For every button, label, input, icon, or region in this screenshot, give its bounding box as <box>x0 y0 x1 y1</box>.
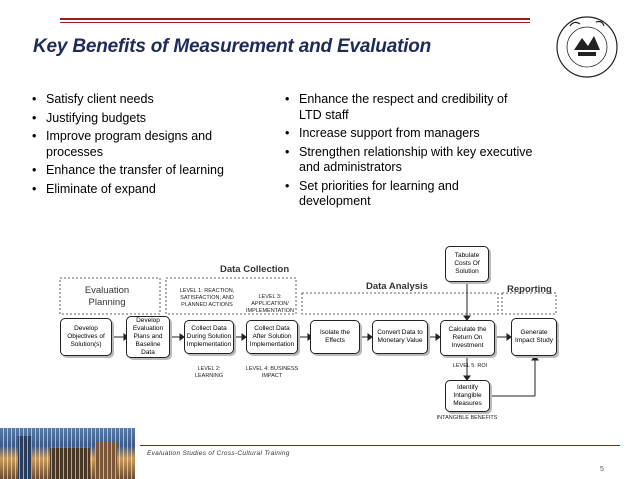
section-label-collection: Data Collection <box>220 264 290 275</box>
section-label-planning: Evaluation Planning <box>84 285 130 308</box>
footer-rule <box>140 445 620 446</box>
level-1-label: LEVEL 1: REACTION, SATISFACTION, AND PLANNED ACTIONS <box>179 288 235 308</box>
bullet-item: • Enhance the respect and credibility of LTD staff <box>283 92 533 123</box>
bullet-item: • Enhance the transfer of learning <box>30 163 270 179</box>
collect-during-box: Collect Data During Solution Implementation <box>184 320 234 354</box>
page-number: 5 <box>600 466 604 473</box>
bullet-item: • Satisfy client needs <box>30 92 270 108</box>
analysis-frame <box>302 293 498 314</box>
convert-data-box: Convert Data to Monetary Value <box>372 320 428 354</box>
identify-intangibles-box: Identify Intangible Measures <box>445 380 490 412</box>
bullet-item: • Set priorities for learning and development <box>283 179 533 210</box>
level-5-label: LEVEL 5: ROI <box>452 363 488 369</box>
slide-title: Key Benefits of Measurement and Evaluation <box>33 36 432 57</box>
bullet-item: • Strengthen relationship with key executive and administrators <box>283 145 533 176</box>
collect-after-box: Collect Data After Solution Implementation <box>246 320 298 354</box>
bullet-item: • Increase support from managers <box>283 126 533 142</box>
section-label-reporting: Reporting <box>507 284 552 295</box>
footer-caption: Evaluation Studies of Cross-Cultural Training <box>147 450 290 457</box>
bullet-item: • Justifying budgets <box>30 111 270 127</box>
footer-stripes <box>0 428 140 479</box>
isolate-effects-box: Isolate the Effects <box>310 320 360 354</box>
develop-objectives-box: Develop Objectives of Solution(s) <box>60 318 112 356</box>
intangible-benefits-label: INTANGIBLE BENEFITS <box>436 415 498 421</box>
generate-study-box: Generate Impact Study <box>511 318 557 356</box>
level-2-label: LEVEL 2: LEARNING <box>194 366 224 379</box>
develop-plans-box: Develop Evaluation Plans and Baseline Data <box>126 316 170 358</box>
section-label-analysis: Data Analysis <box>366 281 428 292</box>
level-4-label: LEVEL 4: BUSINESS IMPACT <box>245 366 299 379</box>
reporting-frame <box>502 293 556 314</box>
level-3-label: LEVEL 3: APPLICATION/ IMPLEMENTATION <box>245 294 295 314</box>
calculate-roi-box: Calculate the Return On Investment <box>440 320 495 356</box>
bullet-item: • Improve program designs and processes <box>30 129 270 160</box>
bullet-item: • Eliminate of expand <box>30 182 270 198</box>
tabulate-costs-box: Tabulate Costs Of Solution <box>445 246 489 282</box>
